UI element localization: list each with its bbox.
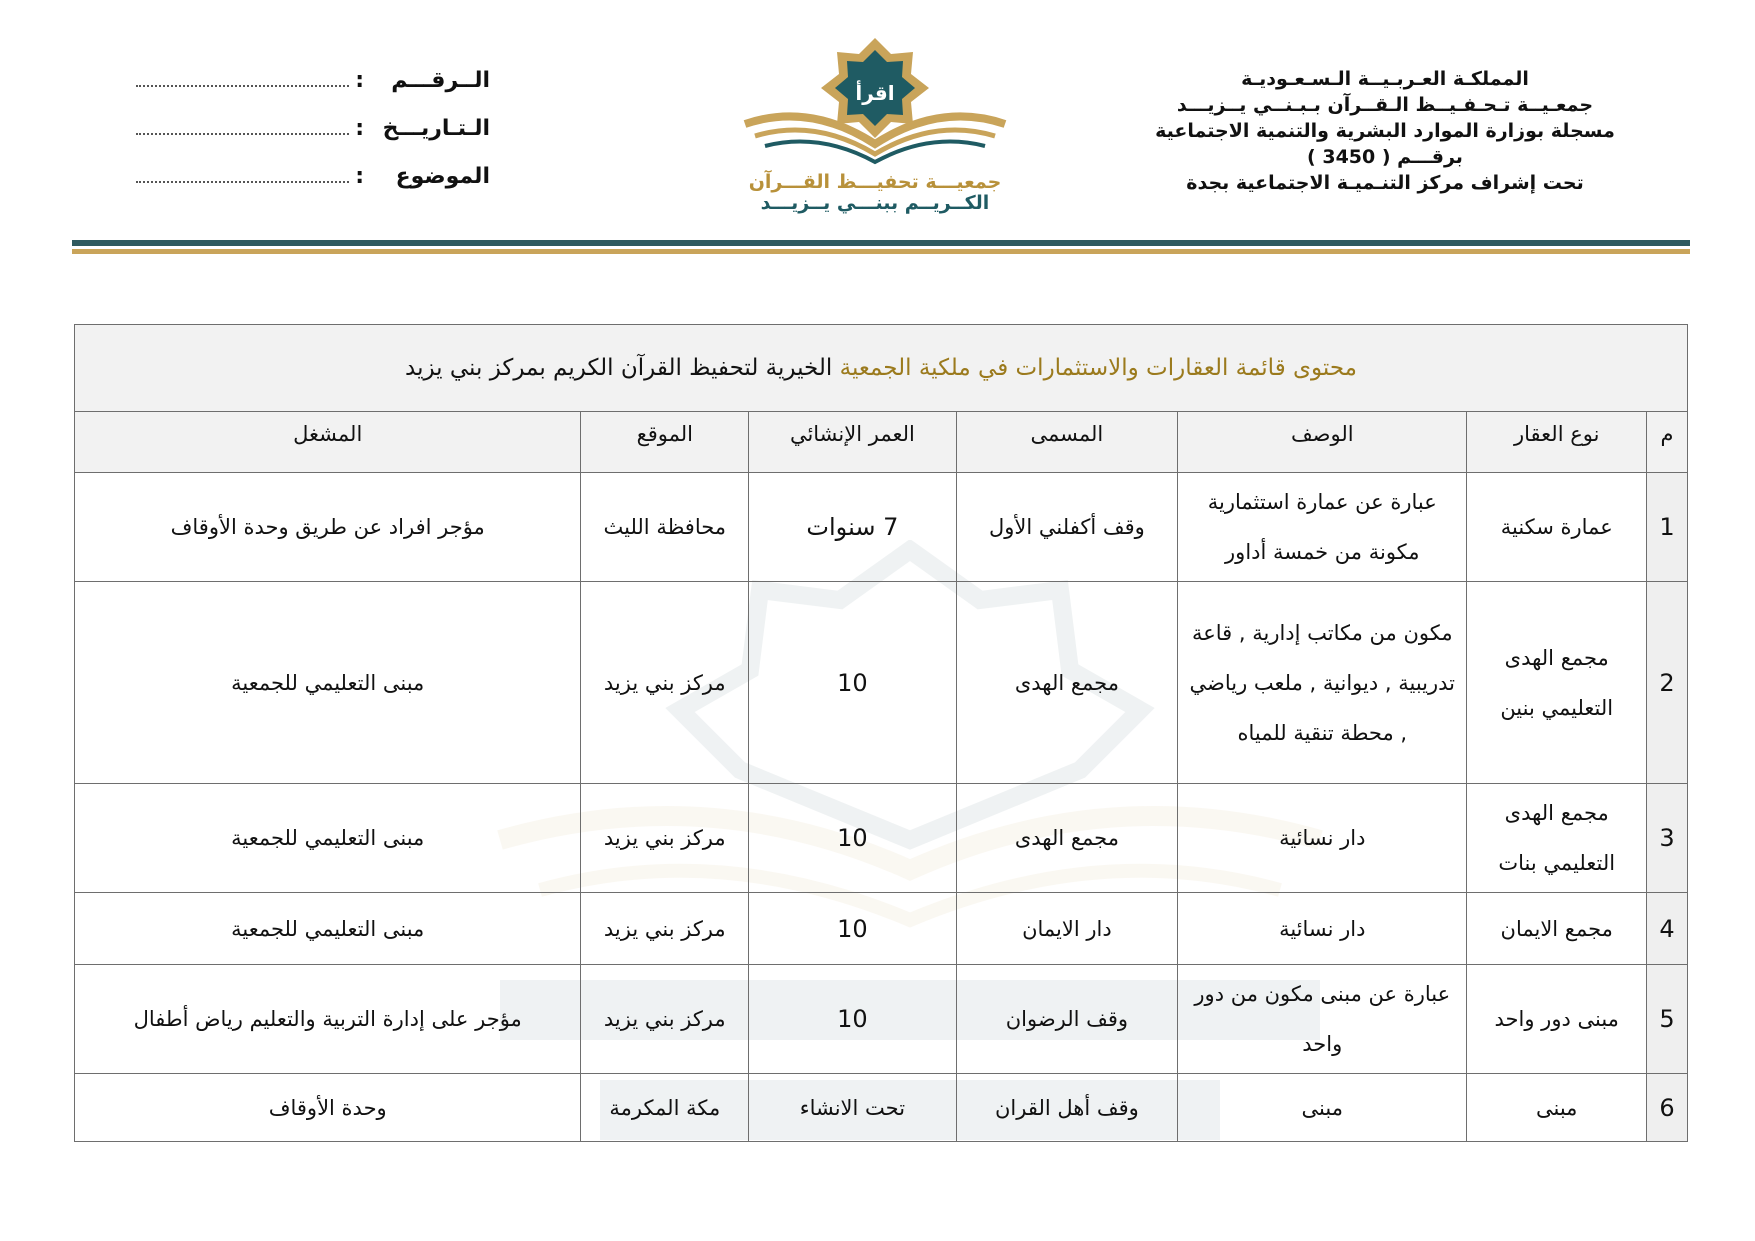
logo-emblem-text: اقرأ <box>855 81 895 105</box>
logo-caption-line2: الكــريــم ببنـــي يــزيـــد <box>760 192 990 214</box>
table-title <box>75 325 1688 412</box>
cell-index: 1 <box>1647 473 1688 582</box>
table-row <box>75 965 1688 1074</box>
cell-operator: مبنى التعليمي للجمعية <box>75 784 581 893</box>
field-date-label: الـتـاريـــخ <box>382 116 490 141</box>
cell-type: مبنى دور واحد <box>1467 965 1647 1074</box>
cell-operator: وحدة الأوقاف <box>75 1074 581 1142</box>
cell-type: عمارة سكنية <box>1467 473 1647 582</box>
cell-name: مجمع الهدى <box>956 784 1177 893</box>
col-header-description: الوصف <box>1178 412 1467 473</box>
cell-age: 10 <box>749 582 957 784</box>
table-row <box>75 582 1688 784</box>
cell-type: مبنى <box>1467 1074 1647 1142</box>
field-subject-sep: : <box>355 164 364 189</box>
cell-name: مجمع الهدى <box>956 582 1177 784</box>
cell-type: مجمع الايمان <box>1467 893 1647 965</box>
logo-caption <box>725 172 1025 214</box>
cell-index: 5 <box>1647 965 1688 1074</box>
logo-caption-line1: جمعيـــة تحفيـــظ القـــرآن <box>748 171 1002 193</box>
header-line-org: جمعـيــة تـحـفـيــظ الـقــرآن بـبـنــي يــزيـــد <box>1176 94 1594 116</box>
cell-name: وقف الرضوان <box>956 965 1177 1074</box>
cell-index: 6 <box>1647 1074 1688 1142</box>
header-line-country: المملكـة العـربـيــة الـسـعـوديـة <box>1241 68 1529 90</box>
table-row <box>75 784 1688 893</box>
cell-description: عبارة عن عمارة استثمارية مكونة من خمسة أداور <box>1178 473 1467 582</box>
cell-age: 10 <box>749 784 957 893</box>
header-divider-teal <box>72 240 1690 246</box>
cell-location: مركز بني يزيد <box>581 965 749 1074</box>
cell-operator: مبنى التعليمي للجمعية <box>75 893 581 965</box>
table-header-row <box>75 412 1688 473</box>
cell-name: وقف أهل القران <box>956 1074 1177 1142</box>
cell-index: 3 <box>1647 784 1688 893</box>
col-header-index: م <box>1647 412 1688 473</box>
col-header-type: نوع العقار <box>1467 412 1647 473</box>
cell-location: مكة المكرمة <box>581 1074 749 1142</box>
header-line-ministry: مسجلة بوزارة الموارد البشرية والتنمية الاجتماعية <box>1155 120 1615 142</box>
cell-location: مركز بني يزيد <box>581 582 749 784</box>
field-date-sep: : <box>355 116 364 141</box>
field-subject-dots <box>136 167 349 183</box>
cell-type: مجمع الهدى التعليمي بنين <box>1467 582 1647 784</box>
cell-operator: مؤجر افراد عن طريق وحدة الأوقاف <box>75 473 581 582</box>
field-date-dots <box>136 119 349 135</box>
properties-table <box>74 324 1688 1142</box>
cell-location: مركز بني يزيد <box>581 784 749 893</box>
table-title-highlight: محتوى قائمة العقارات والاستثمارات في ملكية الجمعية <box>839 355 1357 381</box>
table-row <box>75 473 1688 582</box>
letter-fields <box>130 68 490 212</box>
header-divider-gold <box>72 249 1690 254</box>
cell-age: 7 سنوات <box>749 473 957 582</box>
col-header-age: العمر الإنشائي <box>749 412 957 473</box>
table-row <box>75 893 1688 965</box>
cell-description: دار نسائية <box>1178 784 1467 893</box>
col-header-name: المسمى <box>956 412 1177 473</box>
field-number <box>130 68 490 116</box>
field-number-sep: : <box>355 68 364 93</box>
field-number-label: الــرقـــم <box>391 68 490 93</box>
header-line-supervision: تحت إشراف مركز التنـميـة الاجتماعية بجدة <box>1186 172 1584 194</box>
cell-description: عبارة عن مبنى مكون من دور واحد <box>1178 965 1467 1074</box>
table-title-rest: الخيرية لتحفيظ القرآن الكريم بمركز بني يزيد <box>405 355 833 381</box>
cell-index: 2 <box>1647 582 1688 784</box>
cell-description: مكون من مكاتب إدارية , قاعة تدريبية , ديوانية , ملعب رياضي , محطة تنقية للمياه <box>1178 582 1467 784</box>
table-title-row <box>75 325 1688 412</box>
cell-type: مجمع الهدى التعليمي بنات <box>1467 784 1647 893</box>
cell-location: مركز بني يزيد <box>581 893 749 965</box>
field-subject-label: الموضوع <box>395 164 490 189</box>
cell-operator: مؤجر على إدارة التربية والتعليم رياض أطفال <box>75 965 581 1074</box>
col-header-location: الموقع <box>581 412 749 473</box>
organization-header <box>1105 66 1665 196</box>
cell-age: 10 <box>749 965 957 1074</box>
cell-description: دار نسائية <box>1178 893 1467 965</box>
cell-name: وقف أكفلني الأول <box>956 473 1177 582</box>
cell-age: 10 <box>749 893 957 965</box>
cell-location: محافظة الليث <box>581 473 749 582</box>
table-row <box>75 1074 1688 1142</box>
cell-operator: مبنى التعليمي للجمعية <box>75 582 581 784</box>
cell-description: مبنى <box>1178 1074 1467 1142</box>
field-number-dots <box>136 71 349 87</box>
field-subject <box>130 164 490 212</box>
cell-age: تحت الانشاء <box>749 1074 957 1142</box>
header-line-reg-number: برقـــم ( 3450 ) <box>1307 146 1463 168</box>
col-header-operator: المشغل <box>75 412 581 473</box>
cell-name: دار الايمان <box>956 893 1177 965</box>
field-date <box>130 116 490 164</box>
cell-index: 4 <box>1647 893 1688 965</box>
